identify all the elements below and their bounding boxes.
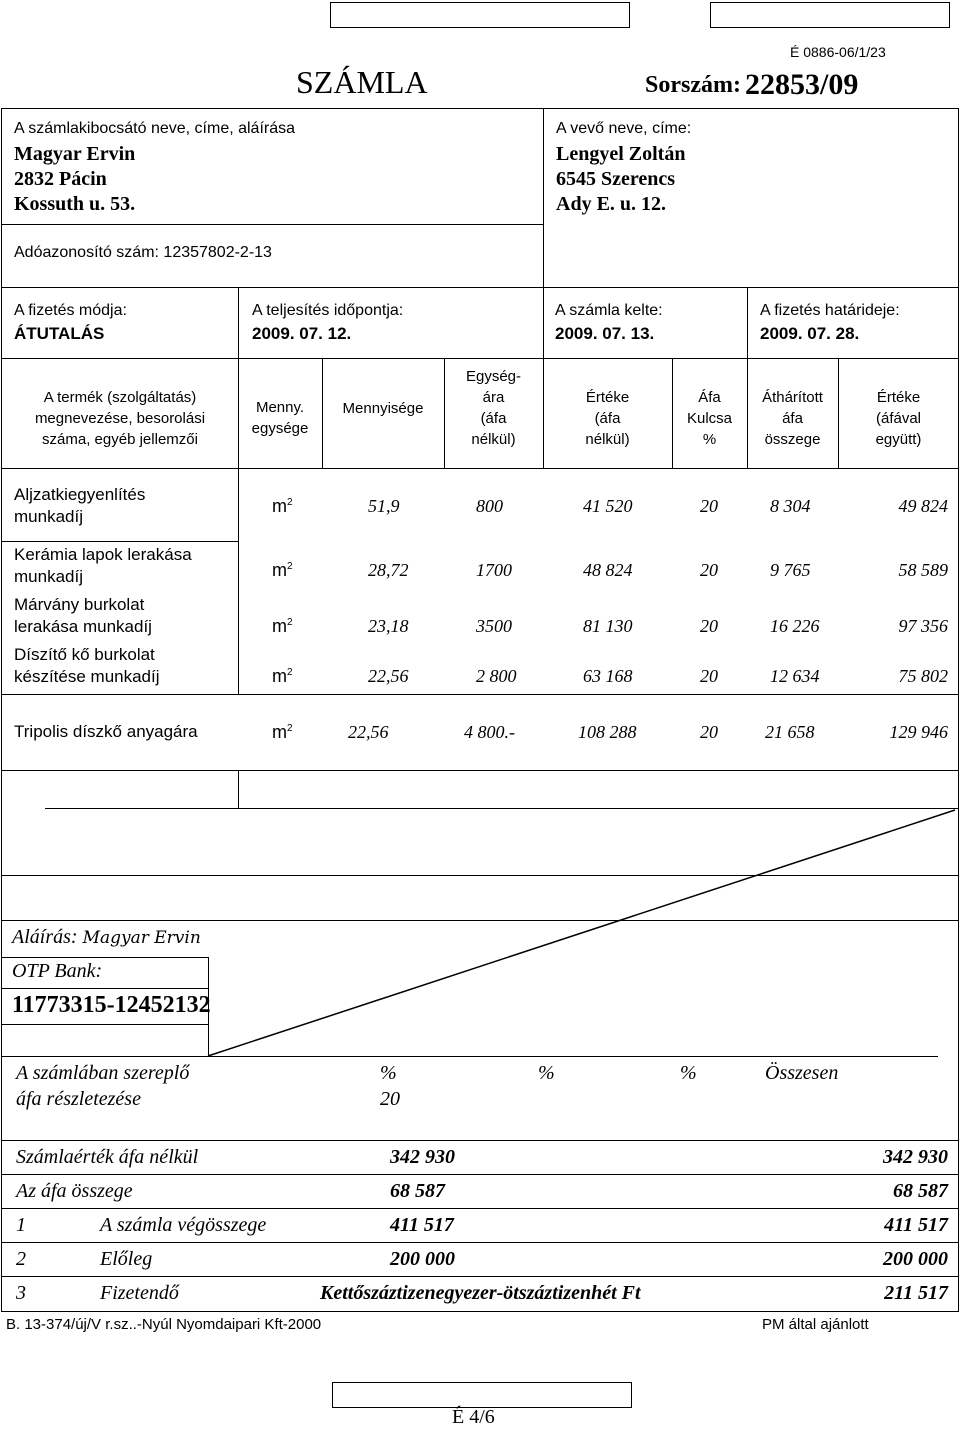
tax-id: Adóazonosító szám: 12357802-2-13 (14, 244, 272, 261)
buyer-street: Ady E. u. 12. (556, 193, 667, 215)
totals-label: A számla végösszege (100, 1214, 267, 1236)
item-rate: 20 (700, 616, 718, 636)
item-qty: 22,56 (368, 666, 409, 686)
issue-date-label: A számla kelte: (555, 302, 663, 319)
due-date-label: A fizetés határideje: (760, 302, 900, 319)
vat-breakdown-label-1: A számlában szereplő (16, 1062, 190, 1084)
header-product: A termék (szolgáltatás) megnevezése, besorolási száma, egyéb jellemzői (34, 389, 206, 448)
material-vat: 21 658 (765, 722, 815, 742)
item-rate: 20 (700, 666, 718, 686)
serial-label: Sorszám: (645, 72, 741, 98)
vat-col3-header: % (680, 1062, 697, 1084)
issuer-city: 2832 Pácin (14, 168, 107, 190)
totals-value: Kettőszáztizenegyezer-ötszáztizenhét Ft (320, 1282, 641, 1304)
fulfillment-date-label: A teljesítés időpontja: (252, 302, 404, 319)
buyer-label: A vevő neve, címe: (556, 120, 692, 137)
buyer-name: Lengyel Zoltán (556, 143, 686, 165)
item-qty: 51,9 (368, 496, 400, 516)
recommended-by: PM által ajánlott (762, 1316, 869, 1333)
payment-method-value: ÁTUTALÁS (14, 324, 105, 343)
payment-method-label: A fizetés módja: (14, 302, 127, 319)
totals-value: 68 587 (390, 1180, 445, 1202)
item-rate: 20 (700, 560, 718, 580)
vat-col1-header: % (380, 1062, 397, 1084)
header-quantity: Mennyisége (342, 400, 424, 417)
form-code: É 0886-06/1/23 (790, 44, 886, 60)
item-price: 3500 (476, 616, 512, 636)
header-unit-price: Egység- ára (áfa nélkül) (465, 368, 522, 448)
item-rate: 20 (700, 496, 718, 516)
bottom-box (332, 1382, 632, 1408)
material-name: Tripolis díszkő anyagára (14, 722, 198, 741)
totals-sum: 211 517 (884, 1282, 948, 1304)
totals-number: 1 (16, 1214, 26, 1236)
item-price: 800 (476, 496, 503, 516)
totals-sum: 411 517 (884, 1214, 948, 1236)
header-unit: Menny. egysége (251, 399, 309, 437)
totals-label: Előleg (100, 1248, 153, 1270)
item-net: 48 824 (583, 560, 633, 580)
item-qty: 28,72 (368, 560, 409, 580)
material-qty: 22,56 (348, 722, 389, 742)
vat-col1-value: 20 (380, 1088, 400, 1110)
totals-label: Számlaérték áfa nélkül (16, 1146, 199, 1168)
totals-sum: 342 930 (883, 1146, 948, 1168)
item-unit: $m^2$ (272, 560, 293, 580)
totals-value: 342 930 (390, 1146, 455, 1168)
item-gross: 75 802 (898, 666, 948, 686)
fulfillment-date-value: 2009. 07. 12. (252, 324, 352, 343)
vat-col2-header: % (538, 1062, 555, 1084)
material-unit: $m^2$ (272, 722, 293, 742)
due-date-value: 2009. 07. 28. (760, 324, 860, 343)
header-net-value: Értéke (áfa nélkül) (585, 389, 630, 448)
totals-sum: 200 000 (883, 1248, 948, 1270)
item-name: Díszítő kő burkolat készítése munkadíj (14, 645, 160, 686)
item-gross: 49 824 (898, 496, 948, 516)
item-net: 81 130 (583, 616, 633, 636)
material-rate: 20 (700, 722, 718, 742)
item-name: Aljzatkiegyenlítés munkadíj (14, 485, 146, 526)
invoice-title: SZÁMLA (296, 64, 428, 100)
item-unit: $m^2$ (272, 666, 293, 686)
serial-number: 22853/09 (745, 68, 859, 101)
item-price: 2 800 (476, 666, 517, 686)
item-name: Márvány burkolat lerakása munkadíj (14, 595, 152, 636)
bank-label: OTP Bank: (12, 960, 103, 982)
bank-account: 11773315-12452132 (12, 992, 211, 1018)
material-gross: 129 946 (889, 722, 948, 742)
header-vat-rate: Áfa Kulcsa % (686, 389, 733, 448)
issue-date-value: 2009. 07. 13. (555, 324, 655, 343)
totals-sum: 68 587 (893, 1180, 948, 1202)
item-vat: 16 226 (770, 616, 820, 636)
totals-value: 200 000 (390, 1248, 455, 1270)
totals-label: Fizetendő (100, 1282, 179, 1304)
item-net: 41 520 (583, 496, 633, 516)
page-number: É 4/6 (452, 1406, 495, 1428)
header-gross-value: Értéke (áfával együtt) (875, 389, 922, 448)
item-net: 63 168 (583, 666, 633, 686)
totals-label: Az áfa összege (16, 1180, 133, 1202)
item-vat: 8 304 (770, 496, 811, 516)
issuer-name: Magyar Ervin (14, 143, 136, 165)
issuer-street: Kossuth u. 53. (14, 193, 136, 215)
item-vat: 9 765 (770, 560, 811, 580)
totals-number: 2 (16, 1248, 26, 1270)
item-unit: $m^2$ (272, 616, 293, 636)
item-qty: 23,18 (368, 616, 409, 636)
item-name: Kerámia lapok lerakása munkadíj (14, 545, 192, 586)
item-gross: 58 589 (898, 560, 948, 580)
item-gross: 97 356 (898, 616, 948, 636)
item-unit: $m^2$ (272, 496, 293, 516)
header-vat-amount: Áthárított áfa összege (762, 389, 823, 448)
vat-breakdown-label-2: áfa részletezése (16, 1088, 141, 1110)
buyer-city: 6545 Szerencs (556, 168, 676, 190)
totals-number: 3 (16, 1282, 26, 1304)
signature-name: Magyar Ervin (82, 928, 201, 948)
vat-total-header: Összesen (765, 1062, 839, 1084)
item-price: 1700 (476, 560, 512, 580)
material-price: 4 800.- (464, 722, 515, 742)
totals-value: 411 517 (390, 1214, 454, 1236)
item-vat: 12 634 (770, 666, 820, 686)
issuer-label: A számlakibocsátó neve, címe, aláírása (14, 120, 296, 137)
printer-info: B. 13-374/új/V r.sz..-Nyúl Nyomdaipari Kft-2000 (6, 1316, 322, 1333)
material-net: 108 288 (578, 722, 637, 742)
signature-label: Aláírás: Magyar Ervin (12, 926, 201, 948)
